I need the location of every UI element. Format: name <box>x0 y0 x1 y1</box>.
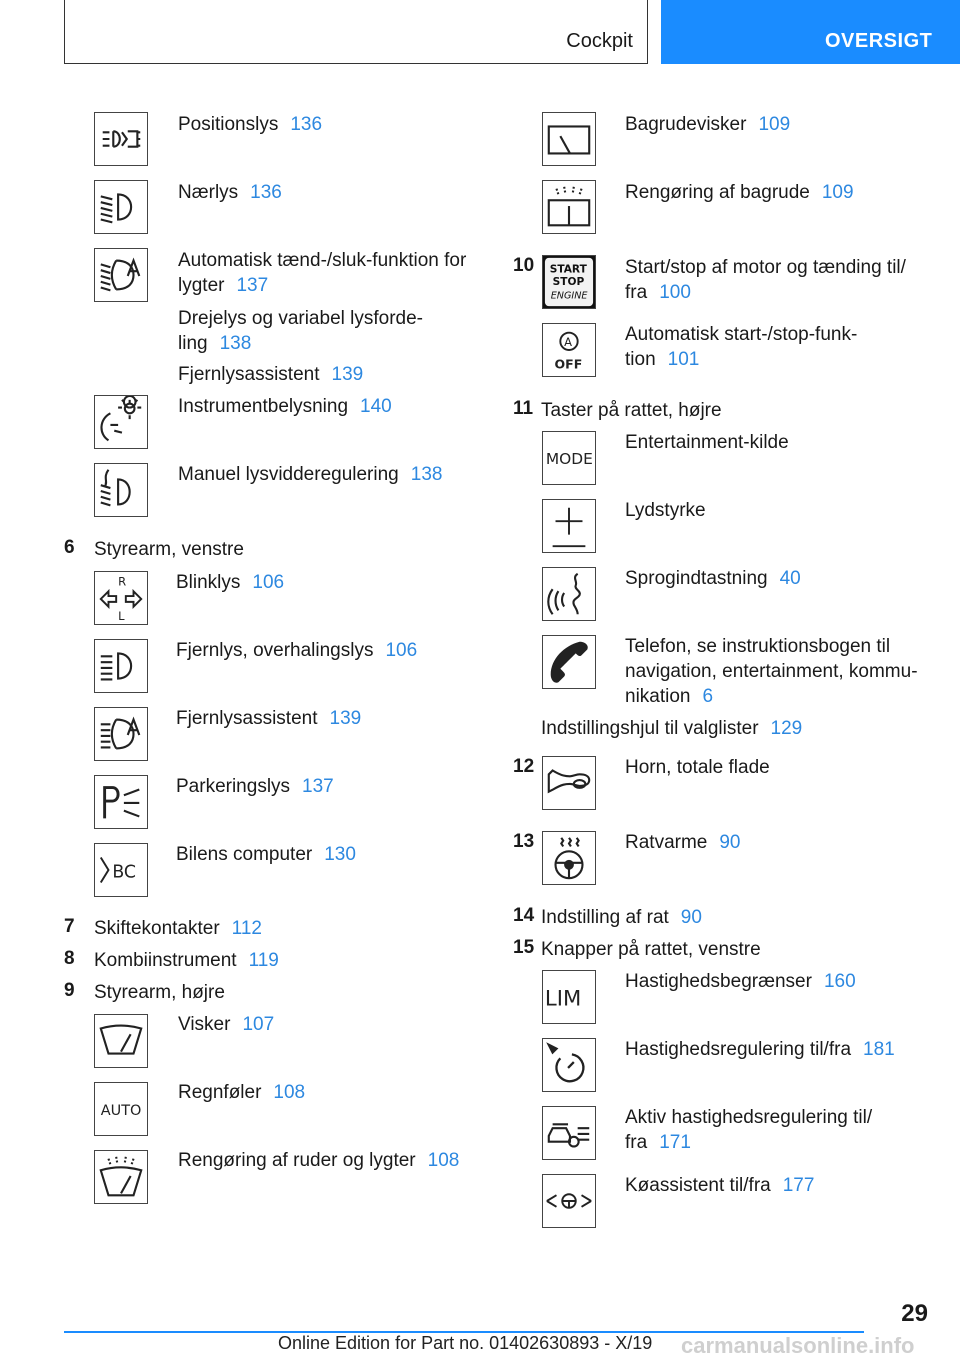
page-link[interactable]: 130 <box>324 844 356 865</box>
svg-text:AUTO: AUTO <box>100 1102 142 1119</box>
page-link[interactable]: 109 <box>821 182 854 203</box>
headlight-range-icon <box>94 463 148 517</box>
footer-edition: Online Edition for Part no. 01402630893 - X/19 <box>278 1333 653 1353</box>
list-item: Manuel lysvidderegulering 138 <box>178 464 443 485</box>
auto-icon <box>94 1082 148 1136</box>
page-link[interactable]: 112 <box>231 918 262 939</box>
active-cruise-icon[interactable] <box>542 1106 596 1160</box>
svg-text:MODE: MODE <box>545 449 593 468</box>
steering-heat-icon <box>542 831 596 885</box>
rear-washer-icon <box>542 180 596 234</box>
page-link[interactable]: 90 <box>680 907 702 928</box>
page-link[interactable]: 137 <box>302 776 334 797</box>
list-item: Automatisk start-/stop-funk- tion 101 <box>625 324 858 370</box>
list-item: Skiftekontakter 112 <box>94 918 262 939</box>
page-link[interactable]: 137 <box>236 275 269 296</box>
item-number: 12 <box>513 756 535 777</box>
svg-text:OFF: OFF <box>554 356 583 372</box>
rear-wiper-icon <box>542 112 596 166</box>
header-box <box>64 0 648 64</box>
list-item: Taster på rattet, højre <box>541 400 722 421</box>
list-item: Drejelys og variabel lysforde- ling 138 <box>178 308 423 354</box>
svg-text:LIM: LIM <box>544 985 582 1011</box>
item-number: 10 <box>513 255 535 276</box>
auto-headlight-icon <box>94 248 148 302</box>
list-item: Horn, totale flade <box>625 757 770 778</box>
svg-text:A: A <box>564 335 573 350</box>
page-link[interactable]: 108 <box>427 1150 460 1171</box>
list-item: Parkeringslys 137 <box>176 776 334 797</box>
list-item: Kombiinstrument 119 <box>94 950 279 971</box>
item-number: 6 <box>64 537 75 558</box>
page-link[interactable]: 40 <box>779 568 801 589</box>
phone-icon[interactable] <box>542 635 596 689</box>
item-number: 15 <box>513 937 535 958</box>
item-number: 9 <box>64 980 75 1001</box>
page-link[interactable]: 6 <box>702 686 714 707</box>
page-link[interactable]: 177 <box>782 1175 815 1196</box>
high-beam-icon <box>94 639 148 693</box>
voice-icon[interactable] <box>542 567 596 621</box>
list-item: Fjernlysassistent 139 <box>176 708 362 729</box>
list-item: Hastighedsregulering til/fra 181 <box>625 1039 895 1060</box>
page-link[interactable]: 138 <box>410 464 443 485</box>
horn-icon <box>542 756 596 810</box>
list-item: Nærlys 136 <box>178 182 282 203</box>
list-item: Automatisk tænd-/sluk-funktion for lygter 137 <box>178 250 467 296</box>
page-link[interactable]: 106 <box>252 572 285 593</box>
svg-text:ENGINE: ENGINE <box>550 290 588 302</box>
page-link[interactable]: 100 <box>659 282 691 303</box>
svg-text:START: START <box>549 263 587 276</box>
list-item: Styrearm, venstre <box>94 539 244 560</box>
start-stop-engine-icon[interactable] <box>542 255 596 309</box>
page-link[interactable]: 171 <box>659 1132 691 1153</box>
list-item: Regnføler 108 <box>178 1082 306 1103</box>
traffic-jam-assistant-icon[interactable] <box>542 1174 596 1228</box>
list-item: Knapper på rattet, venstre <box>541 939 761 960</box>
page-link[interactable]: 181 <box>863 1039 895 1060</box>
page-link[interactable]: 129 <box>770 718 803 739</box>
page-link[interactable]: 90 <box>719 832 741 853</box>
section-title: Cockpit <box>566 30 633 52</box>
list-item: Fjernlysassistent 139 <box>178 364 364 385</box>
svg-text:STOP: STOP <box>552 275 585 288</box>
list-item: Visker 107 <box>178 1014 275 1035</box>
list-item: Entertainment-kilde <box>625 432 789 453</box>
item-number: 7 <box>64 916 75 937</box>
list-item: Ratvarme 90 <box>625 832 741 853</box>
lim-icon[interactable] <box>542 970 596 1024</box>
list-item: Indstilling af rat 90 <box>541 907 702 928</box>
turn-signal-icon <box>94 571 148 625</box>
item-number: 8 <box>64 948 75 969</box>
instrument-lighting-icon <box>94 395 148 449</box>
page-link[interactable]: 138 <box>219 333 252 354</box>
list-item: Positionslys 136 <box>178 114 323 135</box>
watermark: carmanualsonline.info <box>681 1333 915 1358</box>
list-item: Styrearm, højre <box>94 982 225 1003</box>
list-item: Blinklys 106 <box>176 572 285 593</box>
mode-icon[interactable] <box>542 431 596 485</box>
high-beam-assistant-icon <box>94 707 148 761</box>
svg-text:R: R <box>118 574 127 589</box>
list-item: Bagrudevisker 109 <box>625 114 791 135</box>
cruise-control-icon[interactable] <box>542 1038 596 1092</box>
list-item: Lydstyrke <box>625 500 706 521</box>
page-link[interactable]: 139 <box>329 708 362 729</box>
overview-tab[interactable]: OVERSIGT <box>661 0 960 64</box>
list-item: Start/stop af motor og tænding til/ fra 100 <box>625 257 906 303</box>
item-number: 14 <box>513 905 535 926</box>
position-light-icon <box>94 112 148 166</box>
page-link[interactable]: 140 <box>360 396 392 417</box>
list-item: Fjernlys, overhalingslys 106 <box>176 640 418 661</box>
page-link[interactable]: 136 <box>290 114 323 135</box>
page-link[interactable]: 106 <box>385 640 418 661</box>
list-item: Rengøring af ruder og lygter 108 <box>178 1150 460 1171</box>
page-link[interactable]: 109 <box>758 114 791 135</box>
list-item: Bilens computer 130 <box>176 844 356 865</box>
svg-text:L: L <box>118 609 125 624</box>
list-item: Sprogindtastning 40 <box>625 568 801 589</box>
page-link[interactable]: 136 <box>250 182 282 203</box>
washer-icon <box>94 1150 148 1204</box>
wiper-icon <box>94 1014 148 1068</box>
auto-start-stop-off-icon[interactable] <box>542 323 596 377</box>
list-item: Rengøring af bagrude 109 <box>625 182 854 203</box>
bc-icon <box>94 843 148 897</box>
item-number: 13 <box>513 831 535 852</box>
page-link[interactable]: 160 <box>823 971 856 992</box>
low-beam-icon <box>94 180 148 234</box>
parking-light-icon <box>94 775 148 829</box>
page-number: 29 <box>901 1300 928 1327</box>
list-item: Køassistent til/fra 177 <box>625 1175 815 1196</box>
page-link[interactable]: 107 <box>242 1014 275 1035</box>
page-link[interactable]: 119 <box>248 950 279 971</box>
list-item: Telefon, se instruktionsbogen til navigation, entertainment, kommu- nikation 6 <box>625 636 918 707</box>
list-item: Aktiv hastighedsregulering til/ fra 171 <box>625 1107 873 1153</box>
page-link[interactable]: 108 <box>273 1082 306 1103</box>
list-item: Indstillingshjul til valglister 129 <box>541 718 803 739</box>
page-link[interactable]: 139 <box>331 364 364 385</box>
svg-text:BC: BC <box>112 862 137 883</box>
item-number: 11 <box>513 398 534 419</box>
list-item: Instrumentbelysning 140 <box>178 396 392 417</box>
volume-icon[interactable] <box>542 499 596 553</box>
page-link[interactable]: 101 <box>667 349 700 370</box>
list-item: Hastighedsbegrænser 160 <box>625 971 856 992</box>
